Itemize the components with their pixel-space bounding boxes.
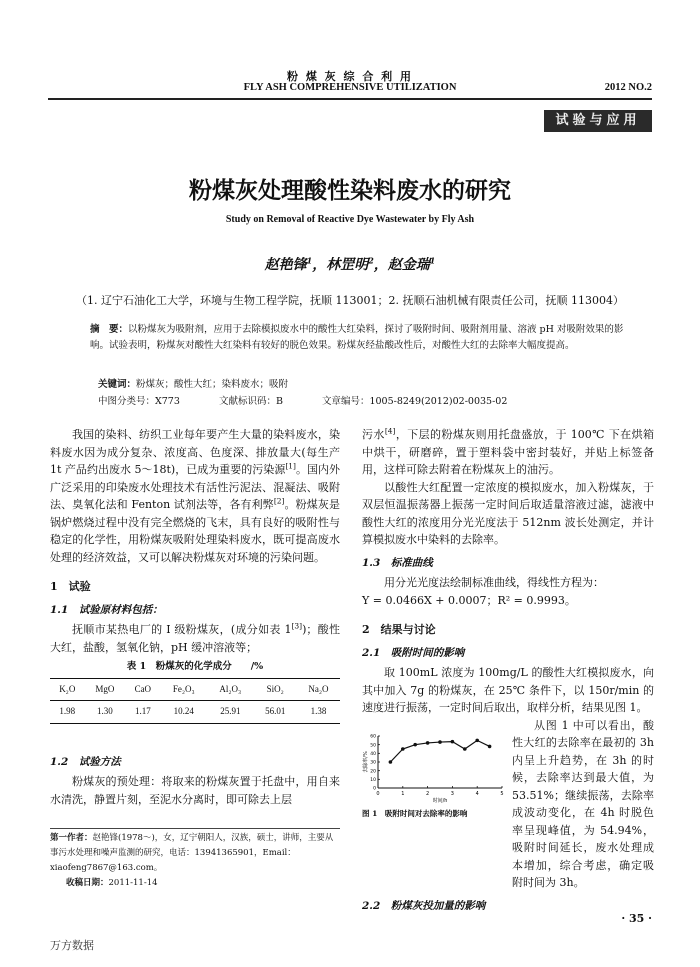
data-point: [426, 741, 430, 745]
author-name: 林罡明: [326, 257, 369, 273]
table-cell: 56.01: [254, 701, 297, 724]
citation: [3]: [291, 621, 303, 631]
author-name: 赵金瑞: [387, 257, 430, 273]
paper-title: 粉煤灰处理酸性染料废水的研究: [189, 177, 511, 204]
data-point: [413, 743, 417, 747]
author-mark: 2: [368, 255, 374, 266]
prep-text: ，下层的粉煤灰则用托盘盛放，于 100℃ 下在烘箱中烘干，研磨碎，置于塑料袋中密封装好，并贴上标签备用，这样可除去附着在粉煤灰上的油污。: [362, 428, 655, 476]
author-note: [50, 831, 340, 876]
section-heading: 1 试验: [50, 580, 91, 593]
y-tick-label: 60: [370, 734, 376, 740]
subsection-heading: 1.2 试验方法: [50, 755, 121, 768]
received-date: [50, 876, 340, 891]
data-point: [389, 760, 393, 764]
y-tick-label: 40: [370, 751, 376, 757]
citation: [4]: [384, 426, 396, 436]
prep-paragraph: [362, 426, 654, 479]
author-list: 赵艳锋$^1$，林罡明$^2$，赵金瑞$^1$: [264, 255, 436, 273]
classification-line: [98, 393, 618, 407]
column-left: [50, 426, 340, 808]
data-point: [401, 747, 405, 751]
data-point: [463, 747, 467, 751]
clc-number: 中图分类号：X773: [98, 396, 180, 407]
procedure-paragraph: 以酸性大红配置一定浓度的模拟废水，加入粉煤灰，于双层恒温振荡器上振荡一定时间后取适量溶液过滤，滤液中酸性大红的浓度用分光光度法于 512nm 波长处测定，并计算模拟废水中染料的去除率。: [362, 480, 654, 546]
table-header: Fe₂O₃: [160, 678, 207, 701]
x-axis-label: 时间/h: [432, 798, 448, 804]
paper-subtitle-en: Study on Removal of Reactive Dye Wastewater by Fly Ash: [225, 214, 475, 225]
y-axis-label: 去除率/%: [363, 751, 369, 773]
subsection-heading: 1.1 试验原材料包括：: [50, 603, 163, 616]
doc-code: 文献标识码：B: [218, 396, 283, 407]
data-point: [475, 739, 479, 743]
table-header: K₂O: [50, 678, 85, 701]
y-tick-label: 0: [373, 786, 376, 792]
intro-paragraph: [50, 426, 340, 566]
table-cell: 10.24: [160, 701, 207, 724]
intro-text: 。粉煤灰是锅炉燃烧过程中没有完全燃烧的飞末，具有良好的吸附性与稳定的化学性，用粉煤灰吸附处理染料废水，既可提高废水处理的经济效益，又可以解决粉煤灰对环境的污染问题。: [50, 498, 341, 564]
x-tick-label: 4: [475, 791, 479, 797]
table-cell: 1.17: [125, 701, 160, 724]
y-tick-label: 10: [370, 777, 376, 783]
y-tick-label: 30: [370, 760, 376, 766]
y-tick-label: 50: [370, 743, 376, 749]
author-name: 赵艳锋: [264, 257, 307, 273]
author-mark: 1: [306, 255, 313, 266]
calibration-paragraph: 用分光光度法绘制标准曲线，得线性方程为：: [384, 576, 604, 589]
figure-caption: 图 1 吸附时间对去除率的影响: [362, 809, 468, 818]
prep-text: 污水: [362, 428, 385, 441]
author-note-text: 赵艳锋(1978～)，女，辽宁朝阳人，汉族，硕士，讲师，主要从事污水处理和噪声监测的研究，电话：13941365901，Email：xiaofeng7867@163.com。: [50, 833, 334, 873]
keywords-text: 粉煤灰；酸性大红；染料废水；吸附: [136, 379, 289, 390]
journal-title-cn: 粉 煤 灰 综 合 利 用: [287, 70, 413, 83]
citation: [2]: [273, 496, 285, 506]
table-cell: 1.98: [50, 701, 85, 724]
table-caption: 表 1 粉煤灰的化学成分 /%: [126, 661, 264, 672]
issue-number: 2012 NO.2: [604, 82, 652, 93]
intro-text: 我国的染料、纺织工业每年要产生大量的染料废水，染料废水因为成分复杂、浓度高、色度深、排放量大(每生产 1t 产品约出废水 5～18t)，已成为重要的污染源: [50, 428, 340, 476]
intro-text: 。国内外广泛采用的印染废水处理技术有活性污泥法、混凝法、吸附法、臭氧化法和 Fenton 试剂法等，各有利弊: [50, 463, 341, 511]
subsection-heading: 2.2 粉煤灰投加量的影响: [362, 899, 486, 912]
x-tick-label: 1: [401, 791, 405, 797]
equation: Y = 0.0466X + 0.0007；R² = 0.9993。: [362, 593, 576, 607]
author-mark: 1: [429, 255, 436, 266]
subsection-heading: 1.3 标准曲线: [362, 556, 433, 569]
abstract-label: 摘 要：: [90, 324, 129, 335]
section-badge: 试验与应用: [544, 110, 652, 132]
x-tick-label: 5: [500, 791, 504, 797]
header-rule: [48, 98, 652, 100]
received-date-label: 收稿日期：: [66, 878, 109, 888]
abstract: [90, 322, 630, 354]
watermark: 万方数据: [50, 939, 94, 952]
data-point: [438, 740, 442, 744]
abstract-text: 以粉煤灰为吸附剂，应用于去除模拟废水中的酸性大红染料，探讨了吸附时间、吸附剂用量、溶液 pH 对吸附效果的影响。试验表明，粉煤灰对酸性大红染料有较好的脱色效果。粉煤灰经盐酸改性后，对酸性大红的去除率大幅度提高。: [90, 324, 624, 351]
received-date-value: 2011-11-14: [108, 878, 158, 888]
citation: [1]: [285, 461, 296, 471]
table-cell: 1.30: [85, 701, 126, 724]
keywords: [98, 376, 288, 390]
table-header: Al₂O₃: [207, 678, 254, 701]
affiliation: （1. 辽宁石油化工大学，环境与生物工程学院，抚顺 113001；2. 抚顺石油机械有限责任公司，抚顺 113004）: [76, 294, 624, 307]
table-cell: 25.91: [207, 701, 254, 724]
article-number: 文章编号：1005-8249(2012)02-0035-02: [321, 396, 508, 407]
journal-title-en: FLY ASH COMPREHENSIVE UTILIZATION: [243, 82, 457, 93]
x-tick-label: 2: [426, 791, 430, 797]
x-tick-label: 0: [376, 791, 380, 797]
time-discussion-paragraph: 从图 1 中可以看出，酸性大红的去除率在最初的 3h 内呈上升趋势，在 3h 的时候，去除率达到最大值，为 53.51%；继续振荡，去除率成波动变化，在 4h 时脱色率呈现峰值，为 54.94%，吸附时间延长，废水处理成本增加，综合考虑，确定吸附时间为 3h。: [512, 718, 654, 889]
materials-paragraph: [50, 621, 340, 656]
method-paragraph: 粉煤灰的预处理：将取来的粉煤灰置于托盘中，用自来水清洗，静置片刻，至泥水分离时，即可除去上层: [50, 775, 340, 806]
y-tick-label: 20: [370, 769, 376, 775]
keywords-label: 关键词：: [98, 379, 137, 390]
materials-text: )；酸性大红，盐酸，氢氧化钠，pH 缓冲溶液等；: [50, 623, 341, 654]
removal-rate-chart: [362, 730, 506, 804]
table-header: MgO: [85, 678, 126, 701]
table-header: Na₂O: [297, 678, 340, 701]
author-note-label: 第一作者：: [50, 833, 93, 843]
x-tick-label: 3: [450, 791, 454, 797]
page-number: · 35 ·: [621, 912, 652, 925]
footnote: [50, 828, 340, 891]
composition-table: [50, 678, 340, 724]
subsection-heading: 2.1 吸附时间的影响: [362, 646, 465, 659]
section-heading: 2 结果与讨论: [362, 623, 436, 636]
time-paragraph: 取 100mL 浓度为 100mg/L 的酸性大红模拟废水，向其中加入 7g 的粉煤灰，在 25℃ 条件下，以 150r/min 的速度进行振荡，一定时间后取出，取样分析，结果见图 1。: [362, 666, 654, 714]
table-header: SiO₂: [254, 678, 297, 701]
data-point: [451, 740, 455, 744]
table-header: CaO: [125, 678, 160, 701]
column-right: [362, 426, 654, 917]
data-point: [488, 745, 492, 749]
materials-text: 抚顺市某热电厂的 I 级粉煤灰，(成分如表 1: [72, 623, 292, 636]
table-cell: 1.38: [297, 701, 340, 724]
figure-1: [362, 730, 506, 828]
